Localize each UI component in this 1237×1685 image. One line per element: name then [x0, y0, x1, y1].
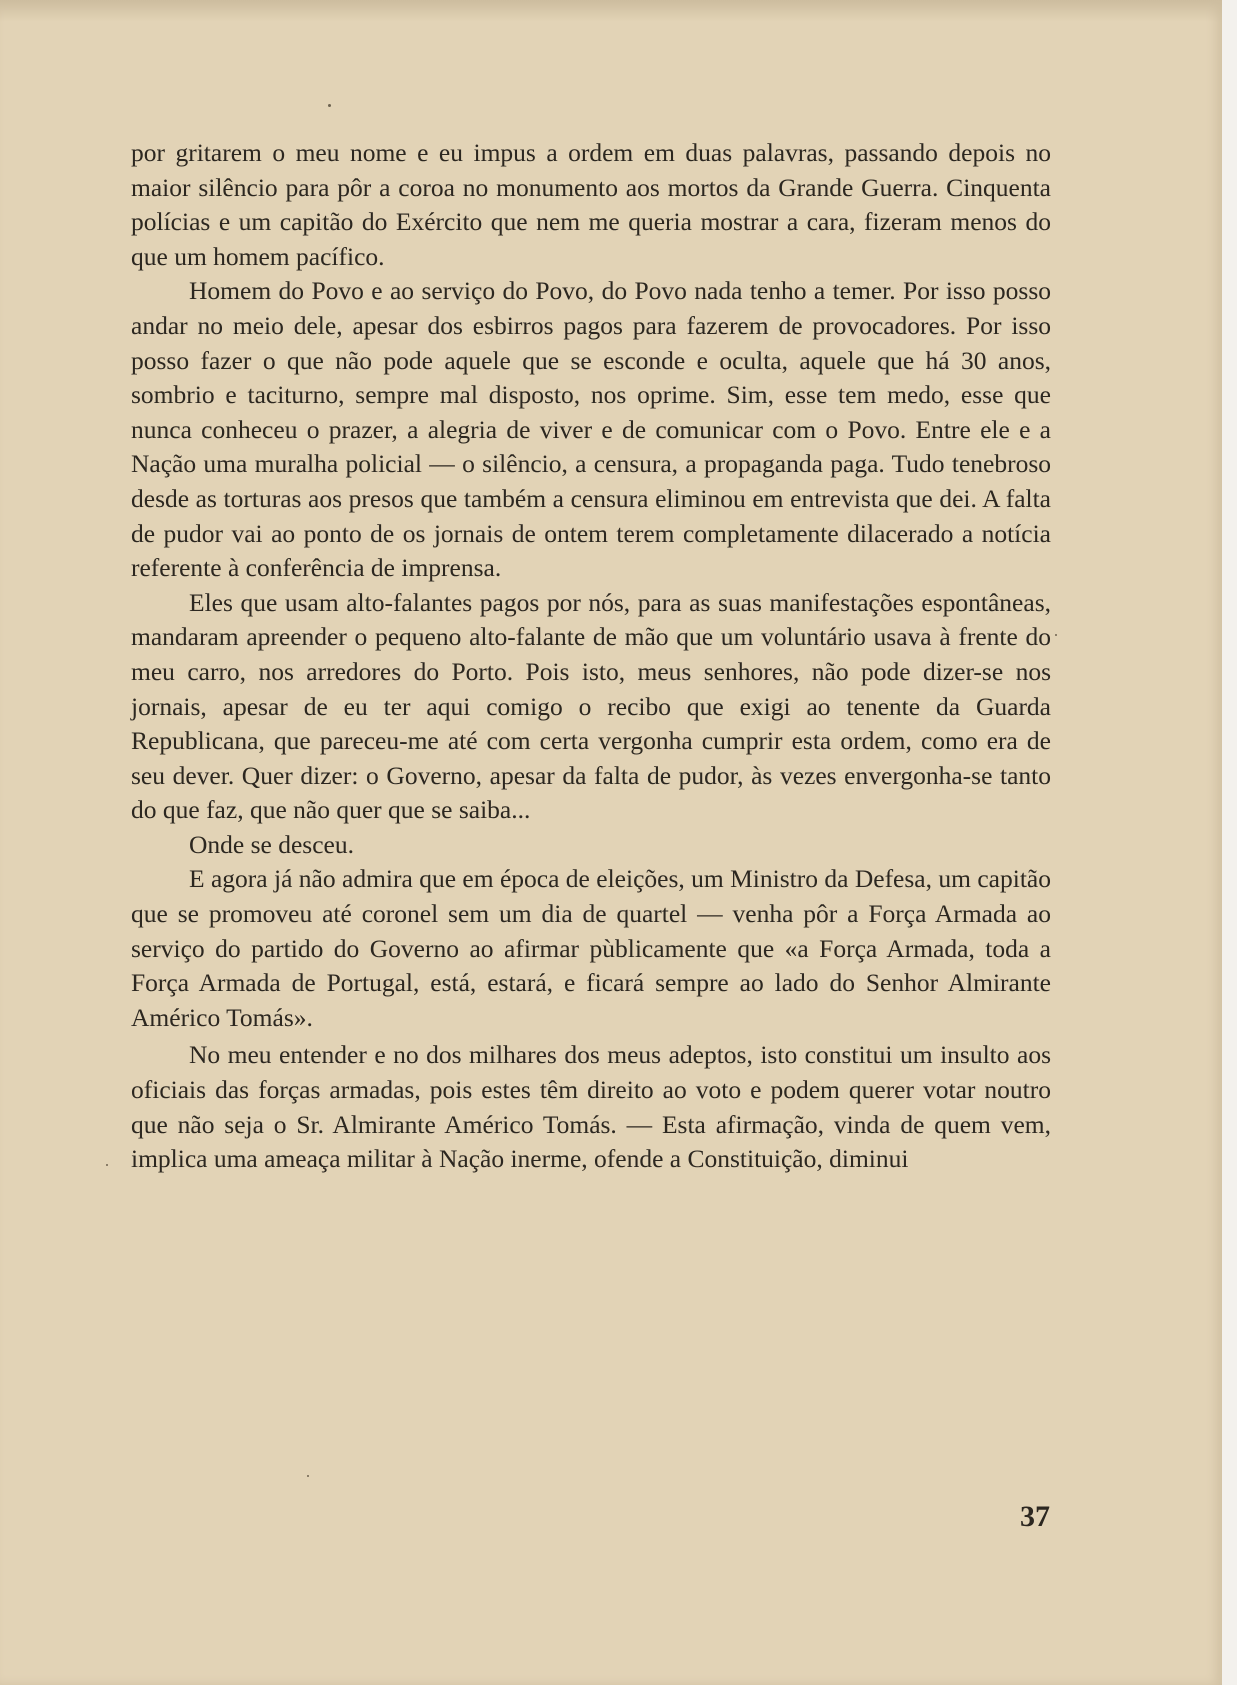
paper-speck	[106, 1164, 108, 1166]
paper-speck	[328, 104, 331, 107]
paragraph-6: No meu entender e no dos milhares dos meus adeptos, isto constitui um insulto aos oficiais das forças armadas, pois estes têm direito ao voto e podem querer votar noutro que não seja o Sr. Almirante Américo Tomás. — Esta afirmação, vinda de quem vem, implica uma ameaça militar à Nação inerme, ofende a Constituição, diminui	[131, 1040, 1051, 1174]
paragraph-1: por gritarem o meu nome e eu impus a ordem em duas palavras, passando depois no maior silêncio para pôr a coroa no monumento aos mortos da Grande Guerra. Cinquenta polícias e um capitão do Exército que nem me queria mostrar a cara, fizeram menos do que um homem pacífico.	[131, 138, 1051, 271]
paragraph-2: Homem do Povo e ao serviço do Povo, do Povo nada tenho a temer. Por isso posso andar no meio dele, apesar dos esbirros pagos para fazerem de provocadores. Por isso posso fazer o que não pode aquele que se esconde e oculta, aquele que há 30 anos, sombrio e taciturno, sempre mal disposto, nos oprime. Sim, esse tem medo, esse que nunca conheceu o prazer, a alegria de viver e de comunicar com o Povo. Entre ele e a Nação uma muralha policial — o silêncio, a censura, a propaganda paga. Tudo tenebroso desde as torturas aos presos que também a censura eliminou em entrevista que dei. A falta de pudor vai ao ponto de os jornais de ontem terem completamente dilacerado a notícia referente à conferência de imprensa.	[131, 276, 1051, 583]
paragraph-5: E agora já não admira que em época de eleições, um Ministro da Defesa, um capitão que se promoveu até coronel sem um dia de quartel — venha pôr a Força Armada ao serviço do partido do Governo ao afirmar pùblicamente que «a Força Armada, toda a Força Armada de Portugal, está, estará, e ficará sempre ao lado do Senhor Almirante Américo Tomás».	[131, 864, 1051, 1032]
paragraph-3: Eles que usam alto-falantes pagos por nós, para as suas manifestações espontâneas, mandaram apreender o pequeno alto-falante de mão que um voluntário usava à frente do meu carro, nos arredores do Porto. Pois isto, meus senhores, não pode dizer-se nos jornais, apesar de eu ter aqui comigo o recibo que exigi ao tenente da Guarda Republicana, que pareceu-me até com certa vergonha cumprir esta ordem, como era de seu dever. Quer dizer: o Governo, apesar da falta de pudor, às vezes envergonha-se tanto do que faz, que não quer que se saiba...	[131, 587, 1051, 825]
scan-background-edge	[1222, 0, 1237, 1685]
body-text	[131, 136, 1051, 1177]
paper-speck	[1055, 634, 1057, 636]
paragraph-4: Onde se desceu.	[189, 829, 354, 859]
page-number: 37	[1020, 1500, 1050, 1533]
page-top-shadow	[0, 0, 1222, 22]
paper-speck	[307, 1475, 309, 1477]
